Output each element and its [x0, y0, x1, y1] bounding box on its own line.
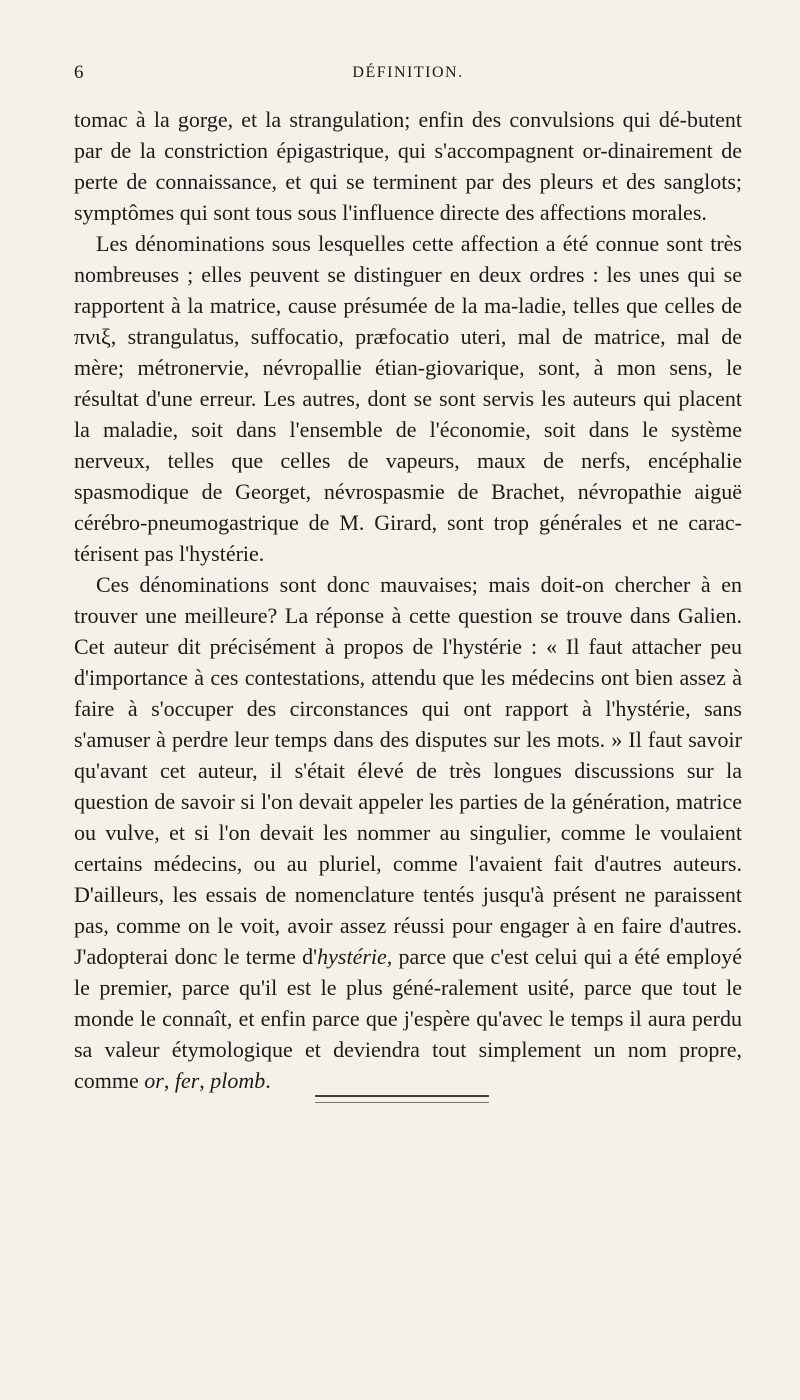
running-title: DÉFINITION.: [352, 64, 464, 81]
italic-term-plomb: plomb: [210, 1068, 266, 1093]
paragraph-3: [74, 569, 742, 1096]
italic-term-or: or: [144, 1068, 164, 1093]
page-header: [74, 38, 742, 83]
paragraph-1: tomac à la gorge, et la strangulation; enfin des convulsions qui dé-butent par de la constriction épigastrique, qui s'accompagnent or-dinairement de perte de connaissance, et qui se terminent par des pleurs et des sanglots; symptômes qui sont tous sous l'influence directe des affections morales.: [74, 107, 742, 225]
page-number: 6: [74, 62, 84, 83]
italic-term-hysterie: hystérie: [317, 944, 387, 969]
paragraph-3-separator-2: ,: [199, 1068, 211, 1093]
paragraph-3-separator-1: ,: [163, 1068, 175, 1093]
footer-rule: [315, 1095, 489, 1103]
paragraph-3-text-middle: , parce que c'est celui qui a été employé le premier, parce qu'il est le plus géné-ralement usité, parce que tout le monde le connaît, et enfin parce que j'espère qu'avec le temps il aura perdu sa valeur étymologique et deviendra tout simplement un nom propre, comme: [74, 944, 742, 1093]
paragraph-3-text-before: Ces dénominations sont donc mauvaises; mais doit-on chercher à en trouver une meilleure? La réponse à cette question se trouve dans Galien. Cet auteur dit précisément à propos de l'hystérie : « Il faut attacher peu d'importance à ces contestations, attendu que les médecins ont bien assez à faire à s'occuper des circonstances qui ont rapport à l'hystérie, sans s'amuser à perdre leur temps dans des disputes sur les mots. » Il faut savoir qu'avant cet auteur, il s'était élevé de très longues discussions sur la question de savoir si l'on devait appeler les parties de la génération, matrice ou vulve, et si l'on devait les nommer au singulier, comme le voulaient certains médecins, ou au pluriel, comme l'avaient fait d'autres auteurs. D'ailleurs, les essais de nomenclature tentés jusqu'à présent ne paraissent pas, comme on le voit, avoir assez réussi pour engager à en faire d'autres. J'adopterai donc le terme d': [74, 572, 742, 969]
body-text: [74, 104, 742, 1096]
paragraph-2: Les dénominations sous lesquelles cette affection a été connue sont très nombreuses ; elles peuvent se distinguer en deux ordres : les unes qui se rapportent à la matrice, cause présumée de la ma-ladie, telles que celles de πνιξ, strangulatus, suffocatio, præfocatio uteri, mal de matrice, mal de mère; métronervie, névropallie étian-giovarique, sont, à mon sens, le résultat d'une erreur. Les autres, dont se sont servis les auteurs qui placent la maladie, soit dans l'ensemble de l'économie, soit dans le système nerveux, telles que celles de vapeurs, maux de nerfs, encéphalie spasmodique de Georget, névrospasmie de Brachet, névropathie aiguë cérébro-pneumogastrique de M. Girard, sont trop générales et ne carac-térisent pas l'hystérie.: [74, 231, 742, 566]
paragraph-3-end-punctuation: .: [265, 1068, 271, 1093]
italic-term-fer: fer: [174, 1068, 200, 1093]
